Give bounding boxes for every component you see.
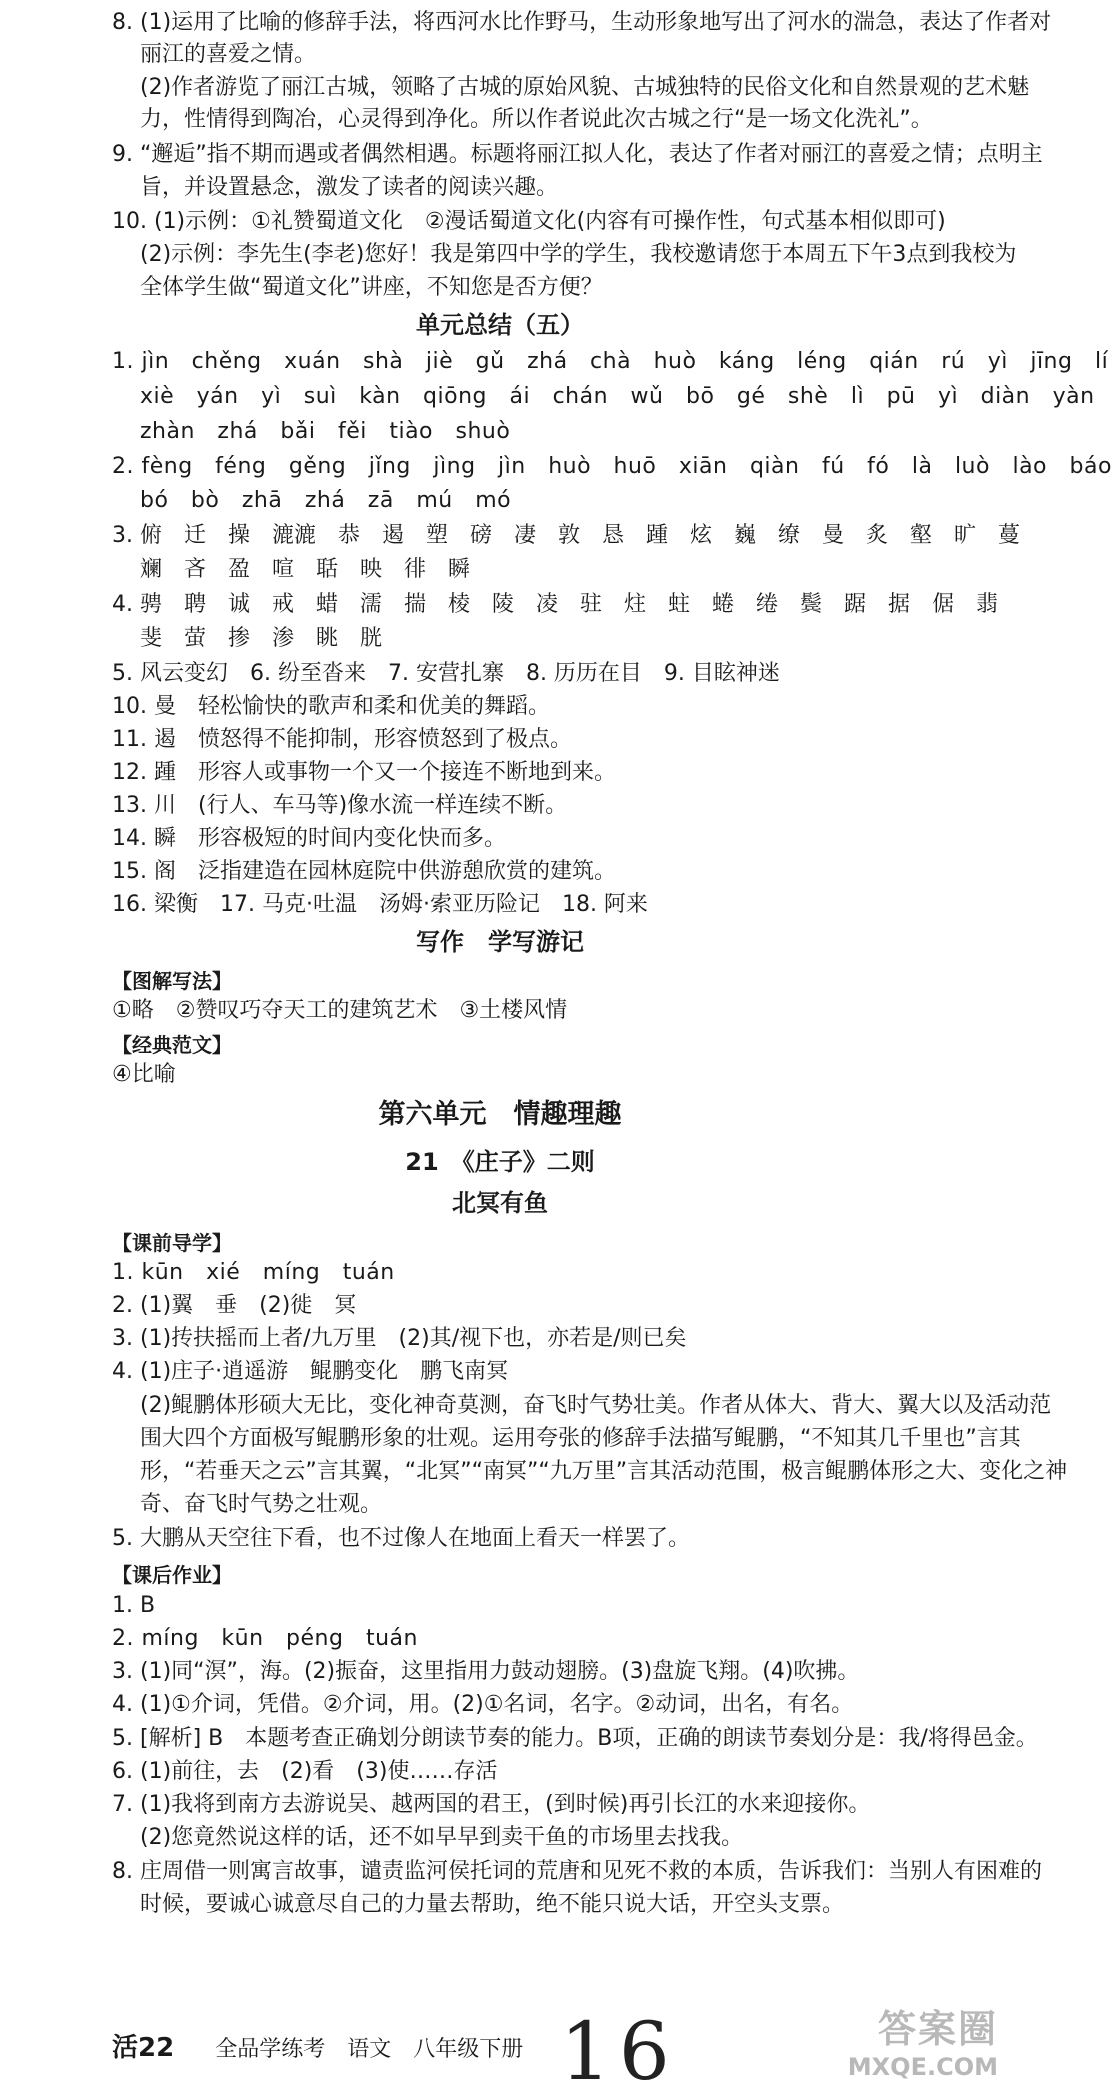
answer-line: 8. 庄周借一则寓言故事，谴责监河侯托词的荒唐和见死不救的本质，告诉我们：当别人有困难的 xyxy=(112,1859,1042,1884)
section-tag: 【图解写法】 xyxy=(112,969,232,993)
answer-line: 围大四个方面极写鲲鹏形象的壮观。运用夸张的修辞手法描写鲲鹏，“不知其几千里也”言其 xyxy=(140,1426,1021,1451)
answer-line: 3. (1)抟扶摇而上者/九万里 (2)其/视下也，亦若是/则已矣 xyxy=(112,1326,687,1351)
answer-line: 时候，要诚心诚意尽自己的力量去帮助，绝不能只说大话，开空头支票。 xyxy=(140,1892,845,1917)
page-number: 活22 xyxy=(112,2033,175,2063)
watermark-url: MXQE.COM xyxy=(847,2053,998,2081)
answer-line: 10. 曼 轻松愉快的歌声和柔和优美的舞蹈。 xyxy=(112,694,550,719)
answer-line: 2. (1)翼 垂 (2)徙 冥 xyxy=(112,1293,357,1318)
answer-line: 1. B xyxy=(112,1593,156,1618)
answer-line: 10. (1)示例：①礼赞蜀道文化 ②漫话蜀道文化(内容有可操作性，句式基本相似即可) xyxy=(112,209,946,234)
answer-line: 斓 吝 盈 喧 聒 映 徘 瞬 xyxy=(140,557,471,582)
answer-line: 奇、奋飞时气势之壮观。 xyxy=(140,1492,383,1517)
answer-line: (2)鲲鹏体形硕大无比，变化神奇莫测，奋飞时气势壮美。作者从体大、背大、翼大以及活动范 xyxy=(140,1393,1052,1418)
answer-line: ①略 ②赞叹巧夺天工的建筑艺术 ③土楼风情 xyxy=(112,998,568,1023)
answer-line: 9. “邂逅”指不期而遇或者偶然相遇。标题将丽江拟人化，表达了作者对丽江的喜爱之情；点明主 xyxy=(112,142,1043,167)
answer-line: 3. 俯 迁 操 漉漉 恭 遏 塑 磅 凄 敦 恳 踵 炫 巍 缭 曼 炙 壑 旷 蔓 xyxy=(112,523,1020,548)
answer-line: zhàn zhá bǎi fěi tiào shuò xyxy=(140,419,511,444)
answer-line: 5. [解析] B 本题考查正确划分朗读节奏的能力。B项，正确的朗读节奏划分是：我/将得邑金。 xyxy=(112,1726,1038,1751)
book-title: 全品学练考 语文 八年级下册 xyxy=(215,2037,524,2062)
section-tag: 【课后作业】 xyxy=(112,1563,232,1587)
watermark-logo xyxy=(808,2005,998,2090)
lesson-heading: 21 《庄子》二则 xyxy=(405,1148,595,1176)
answer-line: 4. 骋 聘 诚 戒 蜡 濡 揣 棱 陵 凌 驻 炷 蛀 蜷 绻 鬓 踞 据 倨 翡 xyxy=(112,592,998,617)
answer-line: 14. 瞬 形容极短的时间内变化快而多。 xyxy=(112,826,506,851)
answer-line: 15. 阁 泛指建造在园林庭院中供游憩欣赏的建筑。 xyxy=(112,859,616,884)
answer-line: 1. jìn chěng xuán shà jiè gǔ zhá chà huò káng léng qián rú yì jīng lí xyxy=(112,349,1109,374)
answer-line: (2)示例：李先生(李老)您好！我是第四中学的学生，我校邀请您于本周五下午3点到我校为 xyxy=(140,242,1017,267)
answer-line: (2)作者游览了丽江古城，领略了古城的原始风貌、古城独特的民俗文化和自然景观的艺术魅 xyxy=(140,75,1030,100)
answer-line: bó bò zhā zhá zā mú mó xyxy=(140,488,512,513)
answer-line: 4. (1)①介词，凭借。②介词，用。(2)①名词，名字。②动词，出名，有名。 xyxy=(112,1692,854,1717)
answer-line: 2. míng kūn péng tuán xyxy=(112,1626,418,1651)
answer-line: ④比喻 xyxy=(112,1062,176,1087)
answer-line: 5. 风云变幻 6. 纷至沓来 7. 安营扎寨 8. 历历在目 9. 目眩神迷 xyxy=(112,661,780,686)
watermark-text: 答案圈 xyxy=(877,2007,998,2051)
answer-line: 丽江的喜爱之情。 xyxy=(140,42,317,67)
sub-heading: 北冥有鱼 xyxy=(452,1189,548,1217)
answer-line: 5. 大鹏从天空往下看，也不过像人在地面上看天一样罢了。 xyxy=(112,1526,690,1551)
answer-line: 16. 梁衡 17. 马克·吐温 汤姆·索亚历险记 18. 阿来 xyxy=(112,892,648,917)
answer-line: 形，“若垂天之云”言其翼，“北冥”“南冥”“九万里”言其活动范围，极言鲲鹏体形之大、变化之神 xyxy=(140,1459,1068,1484)
answer-line: 8. (1)运用了比喻的修辞手法，将西河水比作野马，生动形象地写出了河水的湍急，表达了作者对 xyxy=(112,10,1052,35)
answer-line: 12. 踵 形容人或事物一个又一个接连不断地到来。 xyxy=(112,760,616,785)
answer-line: 6. (1)前往，去 (2)看 (3)使……存活 xyxy=(112,1759,498,1784)
answer-line: (2)您竟然说这样的话，还不如早早到卖干鱼的市场里去找我。 xyxy=(140,1825,744,1850)
answer-line: 11. 遏 愤怒得不能抑制，形容愤怒到了极点。 xyxy=(112,727,572,752)
answer-line: 2. fèng féng gěng jǐng jìng jìn huò huō xiān qiàn fú fó là luò lào báo xyxy=(112,454,1112,479)
handwritten-number: 16 xyxy=(560,2005,678,2098)
answer-line: 13. 川 (行人、车马等)像水流一样连续不断。 xyxy=(112,793,568,818)
section-heading: 写作 学写游记 xyxy=(416,928,584,956)
section-tag: 【经典范文】 xyxy=(112,1033,232,1057)
unit-heading: 第六单元 情趣理趣 xyxy=(378,1099,622,1130)
answer-line: 全体学生做“蜀道文化”讲座，不知您是否方便？ xyxy=(140,275,603,300)
answer-line: 力，性情得到陶冶，心灵得到净化。所以作者说此次古城之行“是一场文化洗礼”。 xyxy=(140,107,933,132)
answer-line: 1. kūn xié míng tuán xyxy=(112,1260,395,1285)
answer-line: 旨，并设置悬念，激发了读者的阅读兴趣。 xyxy=(140,175,559,200)
answer-line: xiè yán yì suì kàn qiōng ái chán wǔ bō gé shè lì pū yì diàn yàn xyxy=(140,384,1095,409)
page-footer xyxy=(112,2033,523,2065)
answer-line: 3. (1)同“溟”，海。(2)振奋，这里指用力鼓动翅膀。(3)盘旋飞翔。(4)吹拂。 xyxy=(112,1659,860,1684)
answer-line: 7. (1)我将到南方去游说吴、越两国的君王，(到时候)再引长江的水来迎接你。 xyxy=(112,1792,871,1817)
section-tag: 【课前导学】 xyxy=(112,1231,232,1255)
section-heading: 单元总结（五） xyxy=(416,311,584,339)
answer-line: 斐 萤 掺 渗 眺 胱 xyxy=(140,626,383,651)
answer-line: 4. (1)庄子·逍遥游 鲲鹏变化 鹏飞南冥 xyxy=(112,1359,509,1384)
